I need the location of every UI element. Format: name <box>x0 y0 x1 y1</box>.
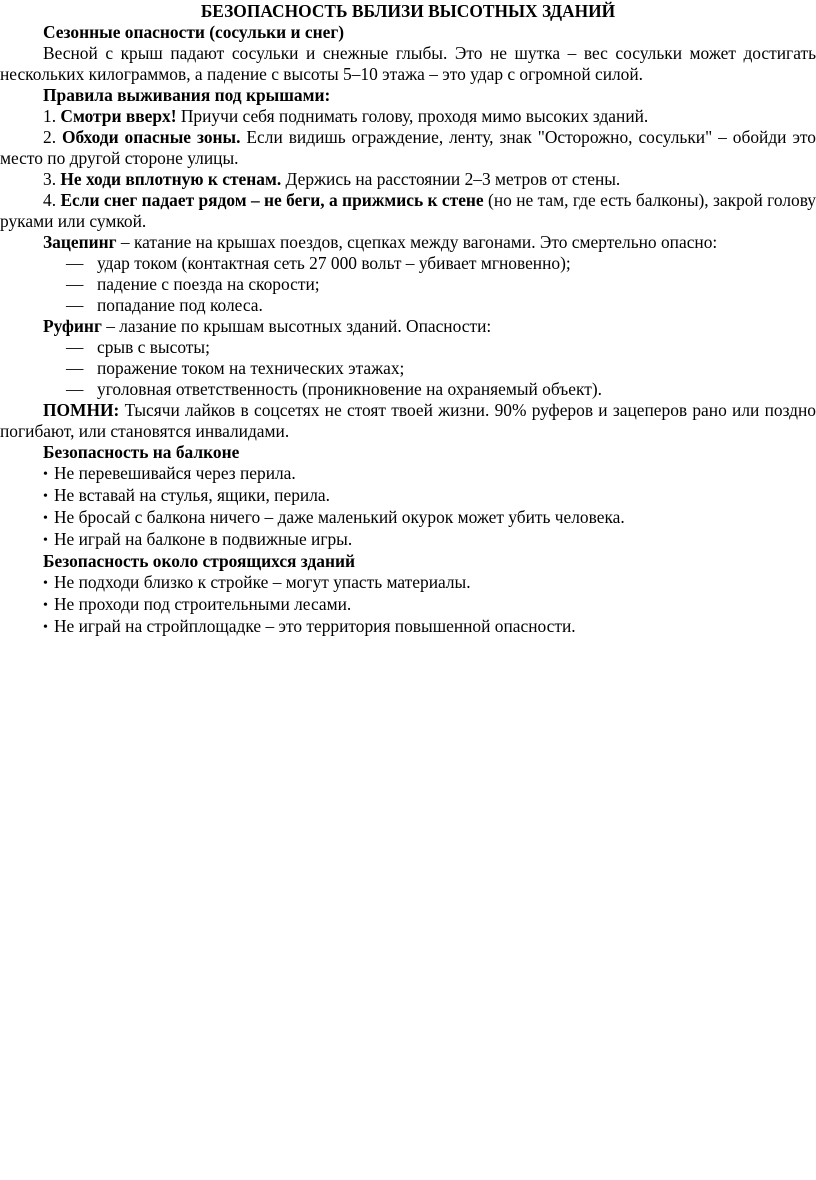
list-item-text: Не перевешивайся через перила. <box>54 463 296 483</box>
rufing-definition <box>0 316 816 337</box>
zaceping-term: Зацепинг <box>43 232 117 252</box>
rufing-item-2 <box>0 358 816 379</box>
dash-marker: — <box>66 274 84 294</box>
rule-number: 3. <box>43 169 57 189</box>
zaceping-item-1 <box>0 253 816 274</box>
rufing-item-3 <box>0 379 816 400</box>
bullet-icon: • <box>43 533 48 548</box>
rule-item-4 <box>0 190 816 232</box>
bullet-icon: • <box>43 489 48 504</box>
rule-text: Приучи себя поднимать голову, проходя мимо высоких зданий. <box>176 106 649 126</box>
bullet-icon: • <box>43 598 48 613</box>
remember-paragraph <box>0 400 816 442</box>
bullet-icon: • <box>43 467 48 482</box>
rufing-term: Руфинг <box>43 316 102 336</box>
seasonal-text: Весной с крыш падают сосульки и снежные глыбы. Это не шутка – вес сосульки может достигать нескольких килограммов, а падение с высоты 5–10 этажа – это удар с огромной силой. <box>0 43 816 84</box>
list-item-text: Не вставай на стулья, ящики, перила. <box>54 485 330 505</box>
bullet-icon: • <box>43 576 48 591</box>
list-item-text: Не играй на балконе в подвижные игры. <box>54 529 353 549</box>
seasonal-heading: Сезонные опасности (сосульки и снег) <box>43 22 345 42</box>
rule-bold: Смотри вверх! <box>60 106 177 126</box>
balcony-heading: Безопасность на балконе <box>43 442 240 462</box>
rule-bold: Обходи опасные зоны. <box>62 127 241 147</box>
bullet-icon: • <box>43 620 48 635</box>
rule-item-1 <box>0 106 816 127</box>
rule-number: 4. <box>43 190 57 210</box>
construction-item-1 <box>0 572 816 594</box>
remember-label: ПОМНИ: <box>43 400 120 420</box>
remember-text: Тысячи лайков в соцсетях не стоят твоей жизни. 90% руферов и зацеперов рано или поздно погибают, или становятся инвалидами. <box>0 400 816 441</box>
rule-text: Держись на расстоянии 2–3 метров от стены. <box>281 169 621 189</box>
balcony-item-4 <box>0 529 816 551</box>
rule-text: Если видишь ограждение, ленту, знак "Осторожно, сосульки" – обойди это место по другой стороне улицы. <box>0 127 816 168</box>
rufing-item-1 <box>0 337 816 358</box>
bullet-icon: • <box>43 511 48 526</box>
balcony-item-3 <box>0 507 816 529</box>
construction-item-2 <box>0 594 816 616</box>
list-item-text: Не играй на стройплощадке – это территория повышенной опасности. <box>54 616 576 636</box>
list-item-text: падение с поезда на скорости; <box>97 274 320 294</box>
list-item-text: попадание под колеса. <box>97 295 263 315</box>
zaceping-item-3 <box>0 295 816 316</box>
dash-marker: — <box>66 358 84 378</box>
balcony-item-2 <box>0 485 816 507</box>
rules-heading: Правила выживания под крышами: <box>43 85 331 105</box>
rule-number: 1. <box>43 106 57 126</box>
zaceping-item-2 <box>0 274 816 295</box>
rule-text: (но не там, где есть балконы), закрой голову руками или сумкой. <box>0 190 816 231</box>
construction-item-3 <box>0 616 816 638</box>
dash-marker: — <box>66 337 84 357</box>
list-item-text: Не проходи под строительными лесами. <box>54 594 352 614</box>
construction-heading: Безопасность около строящихся зданий <box>43 551 356 571</box>
list-item-text: Не подходи близко к стройке – могут упасть материалы. <box>54 572 471 592</box>
list-item-text: удар током (контактная сеть 27 000 вольт – убивает мгновенно); <box>97 253 571 273</box>
page-title: БЕЗОПАСНОСТЬ ВБЛИЗИ ВЫСОТНЫХ ЗДАНИЙ <box>200 1 616 21</box>
list-item-text: срыв с высоты; <box>97 337 210 357</box>
dash-marker: — <box>66 253 84 273</box>
list-item-text: Не бросай с балкона ничего – даже маленький окурок может убить человека. <box>54 507 625 527</box>
list-item-text: поражение током на технических этажах; <box>97 358 405 378</box>
rule-item-3 <box>0 169 816 190</box>
rule-bold: Если снег падает рядом – не беги, а прижмись к стене <box>60 190 484 210</box>
balcony-item-1 <box>0 463 816 485</box>
rufing-text: – лазание по крышам высотных зданий. Опасности: <box>101 316 492 336</box>
list-item-text: уголовная ответственность (проникновение на охраняемый объект). <box>97 379 602 399</box>
dash-marker: — <box>66 379 84 399</box>
zaceping-definition <box>0 232 816 253</box>
zaceping-text: – катание на крышах поездов, сцепках между вагонами. Это смертельно опасно: <box>116 232 718 252</box>
rule-item-2 <box>0 127 816 169</box>
rule-number: 2. <box>43 127 57 147</box>
rule-bold: Не ходи вплотную к стенам. <box>60 169 282 189</box>
dash-marker: — <box>66 295 84 315</box>
